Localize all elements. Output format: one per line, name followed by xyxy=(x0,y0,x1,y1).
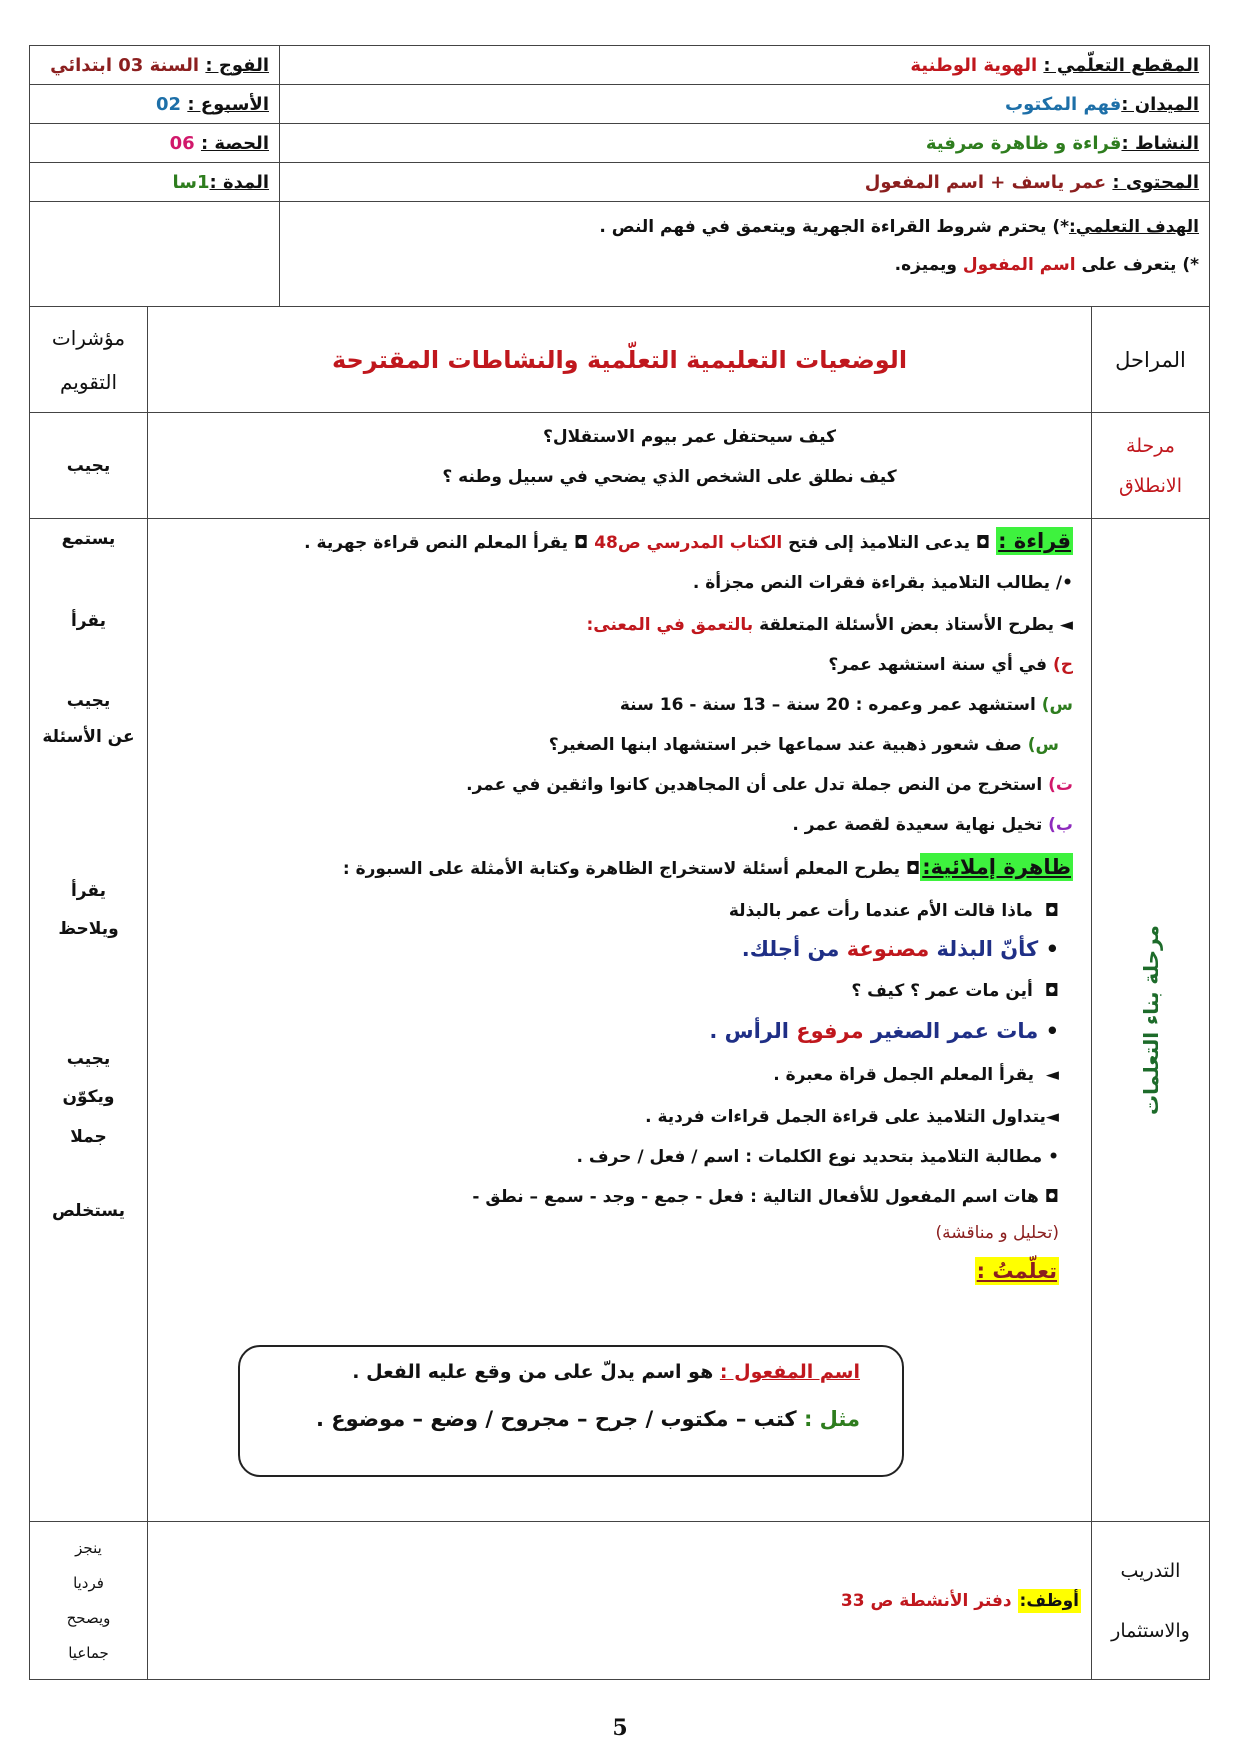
example-1: • كأنّ البذلة مصنوعة من أجلك. xyxy=(741,937,1059,961)
question-s1: س) استشهد عمر وعمره : 20 سنة – 13 سنة - 16 سنة xyxy=(619,695,1073,715)
build-eval: يستمع يقرأ يجيب عن الأسئلة يقرأ ويلاحظ يجيب ويكوّن جملا يستخلص xyxy=(30,519,148,1522)
group-value: السنة 03 ابتدائي xyxy=(50,54,200,76)
header-table xyxy=(29,45,1210,307)
prompt-4: ◄يتداول التلاميذ على قراءة الجمل قراءات فردية . xyxy=(645,1107,1059,1127)
goal-line-1: الهدف التعلمي:*) يحترم شروط القراءة الجهرية ويتعمق في فهم النص . xyxy=(599,217,1199,237)
content-value: عمر ياسف + اسم المفعول xyxy=(864,171,1107,193)
prompt-1: ◘ ماذا قالت الأم عندما رأت عمر بالبذلة xyxy=(728,901,1059,921)
stage-launch: مرحلة الانطلاق xyxy=(1092,413,1210,519)
practice-content xyxy=(148,1522,1092,1680)
reading-line: قراءة : ◘ يدعى التلاميذ إلى فتح الكتاب المدرسي ص48 ◘ يقرأ المعلم النص قراءة جهرية . xyxy=(304,529,1071,553)
launch-q1: كيف سيحتفل عمر بيوم الاستقلال؟ xyxy=(543,427,836,447)
instruction-2: •/ يطالب التلاميذ بقراءة فقرات النص مجزأة . xyxy=(692,573,1073,593)
learned-label: تعلّمتُ : xyxy=(976,1259,1057,1283)
week-cell xyxy=(30,85,280,124)
activity-label: النشاط : xyxy=(1121,132,1199,154)
stage-practice: التدريب والاستثمار xyxy=(1092,1522,1210,1680)
field-label: الميدان : xyxy=(1121,93,1199,115)
week-label: الأسبوع : xyxy=(187,93,269,115)
col-head-situations: الوضعيات التعليمية التعلّمية والنشاطات المقترحة xyxy=(148,307,1092,413)
session-cell xyxy=(30,124,280,163)
duration-value: 1سا xyxy=(172,171,210,193)
instruction-3: ◄ يطرح الأستاذ بعض الأسئلة المتعلقة بالتعمق في المعنى: xyxy=(586,615,1073,635)
practice-label: أوظف: xyxy=(1019,1590,1079,1611)
prompt-2: ◘ أين مات عمر ؟ كيف ؟ xyxy=(851,981,1059,1001)
col-head-stages: المراحل xyxy=(1092,307,1210,413)
definition-line: اسم المفعول : هو اسم يدلّ على من وقع عليه الفعل . xyxy=(352,1361,860,1383)
question-s2: س) صف شعور ذهبية عند سماعها خبر استشهاد ابنها الصغير؟ xyxy=(548,735,1059,755)
phenomenon-label: ظاهرة إملائية: xyxy=(922,855,1071,879)
field-value: فهم المكتوب xyxy=(1005,93,1122,115)
segment-label: المقطع التعلّمي : xyxy=(1043,54,1199,76)
duration-cell xyxy=(30,163,280,202)
learned-line xyxy=(975,1259,1059,1283)
session-value: 06 xyxy=(169,132,195,154)
segment-cell xyxy=(280,46,1210,85)
example-2: • مات عمر الصغير مرفوع الرأس . xyxy=(709,1019,1059,1043)
stage-build: مرحلة بناء التعلمات xyxy=(1092,519,1210,1522)
week-value: 02 xyxy=(155,93,182,115)
definition-box xyxy=(238,1345,904,1477)
content-label: المحتوى : xyxy=(1112,171,1199,193)
goal-label: الهدف التعلمي: xyxy=(1069,217,1199,237)
prompt-6: ◘ هات اسم المفعول للأفعال التالية : فعل - جمع - وجد - سمع – نطق - xyxy=(472,1187,1059,1207)
prompt-3: ◄ يقرأ المعلم الجمل قراة معبرة . xyxy=(773,1065,1059,1085)
page-number: 5 xyxy=(612,1715,628,1741)
goal-empty-cell xyxy=(30,202,280,307)
goal-cell xyxy=(280,202,1210,307)
activity-cell xyxy=(280,124,1210,163)
duration-label: المدة : xyxy=(209,171,269,193)
build-content xyxy=(148,519,1092,1522)
launch-q2: كيف نطلق على الشخص الذي يضحي في سبيل وطنه ؟ xyxy=(442,467,897,487)
phenomenon-line: ظاهرة إملائية:◘ يطرح المعلم أسئلة لاستخراج الظاهرة وكتابة الأمثلة على السبورة : xyxy=(342,855,1071,879)
analysis-note: (تحليل و مناقشة) xyxy=(935,1223,1059,1243)
content-cell xyxy=(280,163,1210,202)
activity-value: قراءة و ظاهرة صرفية xyxy=(925,132,1122,154)
field-cell xyxy=(280,85,1210,124)
question-b: ب) تخيل نهاية سعيدة لقصة عمر . xyxy=(792,815,1073,835)
prompt-5: • مطالبة التلاميذ بتحديد نوع الكلمات : اسم / فعل / حرف . xyxy=(576,1147,1059,1167)
col-head-eval: مؤشرات التقويم xyxy=(30,307,148,413)
segment-value: الهوية الوطنية xyxy=(910,54,1038,76)
goal-line-2: *) يتعرف على اسم المفعول ويميزه. xyxy=(894,255,1199,275)
group-label: الفوج : xyxy=(205,54,269,76)
practice-eval: ينجز فرديا ويصحح جماعيا xyxy=(30,1522,148,1680)
example-line: مثل : كتب – مكتوب / جرح – مجروح / وضع – موضوع . xyxy=(315,1407,860,1431)
practice-text: دفتر الأنشطة ص 33 xyxy=(840,1590,1012,1611)
question-h: ح) في أي سنة استشهد عمر؟ xyxy=(828,655,1073,675)
reading-label: قراءة : xyxy=(998,529,1071,553)
launch-content xyxy=(148,413,1092,519)
group-cell xyxy=(30,46,280,85)
question-t: ت) استخرج من النص جملة تدل على أن المجاهدين كانوا واثقين في عمر. xyxy=(466,775,1073,795)
launch-eval: يجيب xyxy=(30,413,148,519)
main-table xyxy=(29,306,1210,1680)
session-label: الحصة : xyxy=(200,132,269,154)
